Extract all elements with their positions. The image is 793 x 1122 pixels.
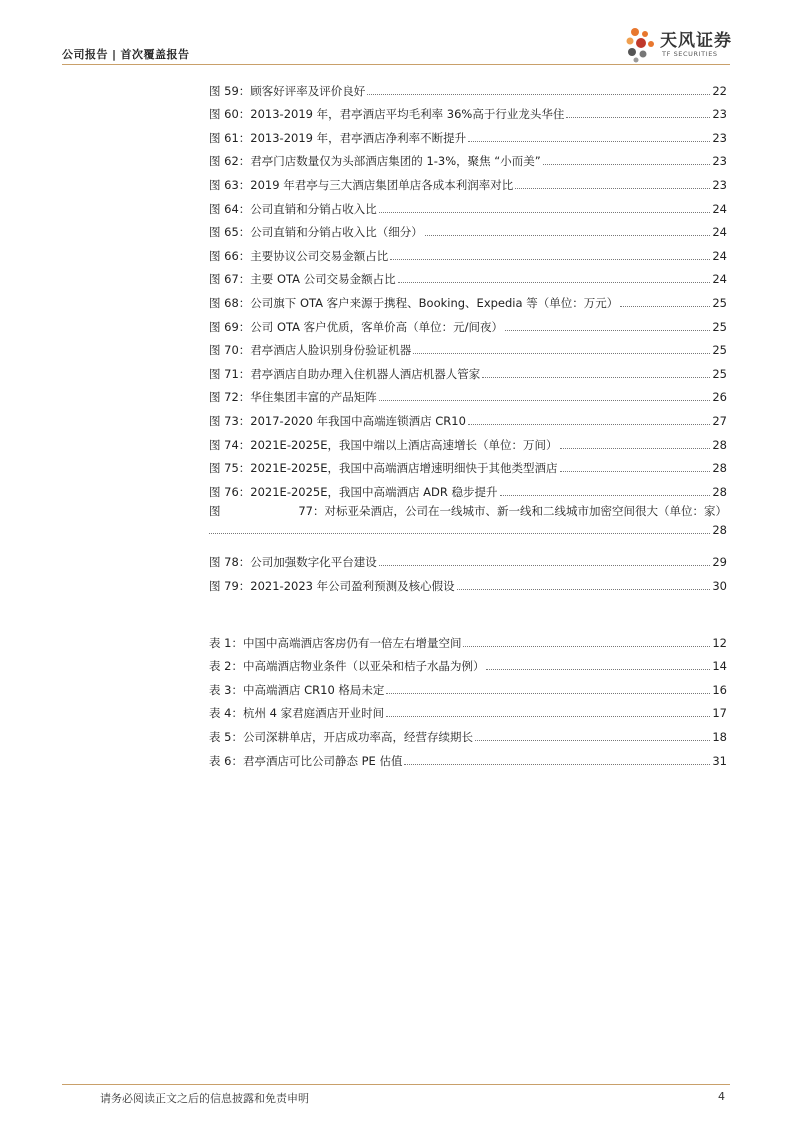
toc-entry-label: 图 78：公司加强数字化平台建设 <box>209 555 377 570</box>
toc-entry-label: 图 64：公司直销和分销占收入比 <box>209 201 377 216</box>
toc-entry-label: 图 61：2013-2019 年，君亭酒店净利率不断提升 <box>209 130 467 145</box>
toc-entry-page: 23 <box>712 154 727 169</box>
toc-entry-label: 图 60：2013-2019 年，君亭酒店平均毛利率 36%高于行业龙头华住 <box>209 107 565 122</box>
toc-entry[interactable] <box>209 428 727 452</box>
logo-dot <box>627 38 634 45</box>
toc-leader-dots <box>390 259 710 260</box>
toc-entry-label: 表 6：君亭酒店可比公司静态 PE 估值 <box>209 753 403 768</box>
toc-leader-dots <box>386 693 710 694</box>
toc-entry[interactable] <box>209 744 727 768</box>
toc-entry[interactable] <box>209 168 727 192</box>
toc-entry-page: 24 <box>712 272 727 287</box>
toc-entry-label: 图 69：公司 OTA 客户优质，客单价高（单位：元/间夜） <box>209 319 504 334</box>
toc-entry-page: 31 <box>712 753 727 768</box>
toc-leader-dots <box>413 353 710 354</box>
toc-entry[interactable] <box>209 286 727 310</box>
toc-leader-dots <box>560 471 711 472</box>
toc-leader-dots <box>379 212 711 213</box>
logo-dot <box>640 51 647 58</box>
toc-entry-label: 图 67：主要 OTA 公司交易金额占比 <box>209 272 396 287</box>
page-number: 4 <box>718 1090 725 1103</box>
logo-name: 天风证券 <box>660 31 732 51</box>
toc-entry-label: 表 2：中高端酒店物业条件（以亚朵和桔子水晶为例） <box>209 659 485 674</box>
toc-entry-page: 23 <box>712 130 727 145</box>
toc-entry-page: 12 <box>712 635 727 650</box>
toc-entry[interactable] <box>209 310 727 334</box>
figure-list <box>209 74 727 593</box>
toc-entry-label: 图 74：2021E-2025E，我国中端以上酒店高速增长（单位：万间） <box>209 437 558 452</box>
toc-leader-dots <box>482 377 710 378</box>
toc-entry-page: 30 <box>712 578 727 593</box>
toc-leader-dots <box>468 141 710 142</box>
header-divider <box>62 64 730 65</box>
toc-entry[interactable] <box>209 650 727 674</box>
logo-dot <box>648 41 654 47</box>
toc-leader-dots <box>560 448 711 449</box>
company-logo <box>622 24 732 64</box>
toc-entry-label: 图 59：顾客好评率及评价良好 <box>209 83 366 98</box>
toc-entry-page: 18 <box>712 729 727 744</box>
toc-entry[interactable] <box>209 334 727 358</box>
toc-entry[interactable] <box>209 546 727 570</box>
toc-entry-page: 26 <box>712 390 727 405</box>
toc-entry-page: 28 <box>712 437 727 452</box>
table-list <box>209 626 727 768</box>
header-separator: | <box>112 48 117 61</box>
logo-dot <box>628 48 636 56</box>
toc-entry-page: 25 <box>712 295 727 310</box>
toc-entry-page: 27 <box>712 413 727 428</box>
toc-entry-label: 表 1：中国中高端酒店客房仍有一倍左右增量空间 <box>209 635 462 650</box>
toc-leader-dots <box>398 282 711 283</box>
toc-entry-label: 图 62：君亭门店数量仅为头部酒店集团的 1-3%，聚焦 “小而美” <box>209 154 541 169</box>
toc-entry[interactable] <box>209 475 727 499</box>
logo-dot <box>631 28 639 36</box>
toc-entry-label: 图 71：君亭酒店自助办理入住机器人酒店机器人管家 <box>209 366 481 381</box>
toc-entry[interactable] <box>209 452 727 476</box>
toc-entry-page: 28 <box>712 522 727 537</box>
toc-entry-label: 77：对标亚朵酒店，公司在一线城市、新一线和二线城市加密空间很大（单位：家） <box>298 503 727 518</box>
logo-dots-icon <box>622 24 658 64</box>
toc-entry-wrapped[interactable] <box>209 499 727 546</box>
disclaimer: 请务必阅读正文之后的信息披露和免责申明 <box>100 1092 309 1105</box>
toc-entry-label: 表 4：杭州 4 家君庭酒店开业时间 <box>209 706 385 721</box>
toc-entry-page: 17 <box>712 706 727 721</box>
toc-entry-prefix: 图 <box>209 503 221 518</box>
toc-entry-label: 图 65：公司直销和分销占收入比（细分） <box>209 225 423 240</box>
toc-entry-label: 图 76：2021E-2025E，我国中高端酒店 ADR 稳步提升 <box>209 484 498 499</box>
toc-leader-dots <box>505 330 710 331</box>
toc-entry[interactable] <box>209 263 727 287</box>
toc-leader-dots <box>404 764 710 765</box>
toc-entry-page: 16 <box>712 682 727 697</box>
coverage-type: 首次覆盖报告 <box>120 48 190 61</box>
toc-entry-page: 28 <box>712 484 727 499</box>
toc-leader-dots <box>386 716 710 717</box>
toc-leader-dots <box>475 740 710 741</box>
toc-entry[interactable] <box>209 145 727 169</box>
toc-entry-label: 表 5：公司深耕单店，开店成功率高，经营存续期长 <box>209 729 473 744</box>
toc-entry-label-wrapped <box>209 504 727 518</box>
toc-leader-dots <box>468 424 710 425</box>
toc-leader-dots <box>379 400 711 401</box>
toc-entry-page: 23 <box>712 177 727 192</box>
toc-entry[interactable] <box>209 121 727 145</box>
toc-entry-page: 14 <box>712 659 727 674</box>
toc-entry-label: 图 72：华住集团丰富的产品矩阵 <box>209 390 377 405</box>
toc-entry-label: 图 66：主要协议公司交易金额占比 <box>209 248 389 263</box>
toc-entry-label: 图 70：君亭酒店人脸识别身份验证机器 <box>209 343 412 358</box>
logo-dot <box>634 58 639 63</box>
toc-entry[interactable] <box>209 98 727 122</box>
report-header <box>62 46 190 62</box>
toc-entry[interactable] <box>209 404 727 428</box>
toc-entry-page: 29 <box>712 555 727 570</box>
report-type: 公司报告 <box>62 48 108 61</box>
logo-dot <box>642 31 648 37</box>
toc-entry-page: 23 <box>712 107 727 122</box>
toc-entry[interactable] <box>209 357 727 381</box>
toc-entry[interactable] <box>209 626 727 650</box>
toc-entry-page: 25 <box>712 343 727 358</box>
toc-entry-label: 图 75：2021E-2025E，我国中高端酒店增速明细快于其他类型酒店 <box>209 461 558 476</box>
toc-leader-dots <box>515 188 710 189</box>
toc-leader-dots <box>379 565 711 566</box>
toc-entry-page: 25 <box>712 319 727 334</box>
toc-entry-page: 24 <box>712 225 727 240</box>
toc-leader-dots <box>500 495 711 496</box>
toc-entry[interactable] <box>209 720 727 744</box>
toc-entry-label: 图 79：2021-2023 年公司盈利预测及核心假设 <box>209 578 455 593</box>
toc-leader-dots <box>543 164 711 165</box>
toc-entry-label: 表 3：中高端酒店 CR10 格局未定 <box>209 682 385 697</box>
toc-entry-page: 28 <box>712 461 727 476</box>
toc-entry[interactable] <box>209 239 727 263</box>
toc-leader-dots <box>463 646 710 647</box>
toc-entry[interactable] <box>209 697 727 721</box>
logo-subtitle: TF SECURITIES <box>662 50 718 58</box>
toc-leader-dots <box>367 94 710 95</box>
toc-entry[interactable] <box>209 381 727 405</box>
toc-entry-page: 22 <box>712 83 727 98</box>
toc-leader-dots <box>486 669 710 670</box>
toc-leader-dots <box>566 117 710 118</box>
toc-leader-dots <box>425 235 711 236</box>
toc-entry[interactable] <box>209 192 727 216</box>
footer-divider <box>62 1084 730 1085</box>
toc-leader-dots <box>457 589 711 590</box>
toc-entry-page: 24 <box>712 248 727 263</box>
toc-entry[interactable] <box>209 569 727 593</box>
logo-dot <box>636 38 646 48</box>
toc-entry-label: 图 63：2019 年君亭与三大酒店集团单店各成本利润率对比 <box>209 177 514 192</box>
toc-entry-label: 图 73：2017-2020 年我国中高端连锁酒店 CR10 <box>209 413 466 428</box>
toc-entry-label: 图 68：公司旗下 OTA 客户来源于携程、Booking、Expedia 等（单位：万元） <box>209 295 619 310</box>
toc-entry[interactable] <box>209 74 727 98</box>
toc-leader-dots <box>209 533 710 534</box>
toc-entry-page: 25 <box>712 366 727 381</box>
toc-entry-page: 24 <box>712 201 727 216</box>
toc-entry[interactable] <box>209 673 727 697</box>
toc-leader-dots <box>620 306 710 307</box>
toc-entry[interactable] <box>209 216 727 240</box>
